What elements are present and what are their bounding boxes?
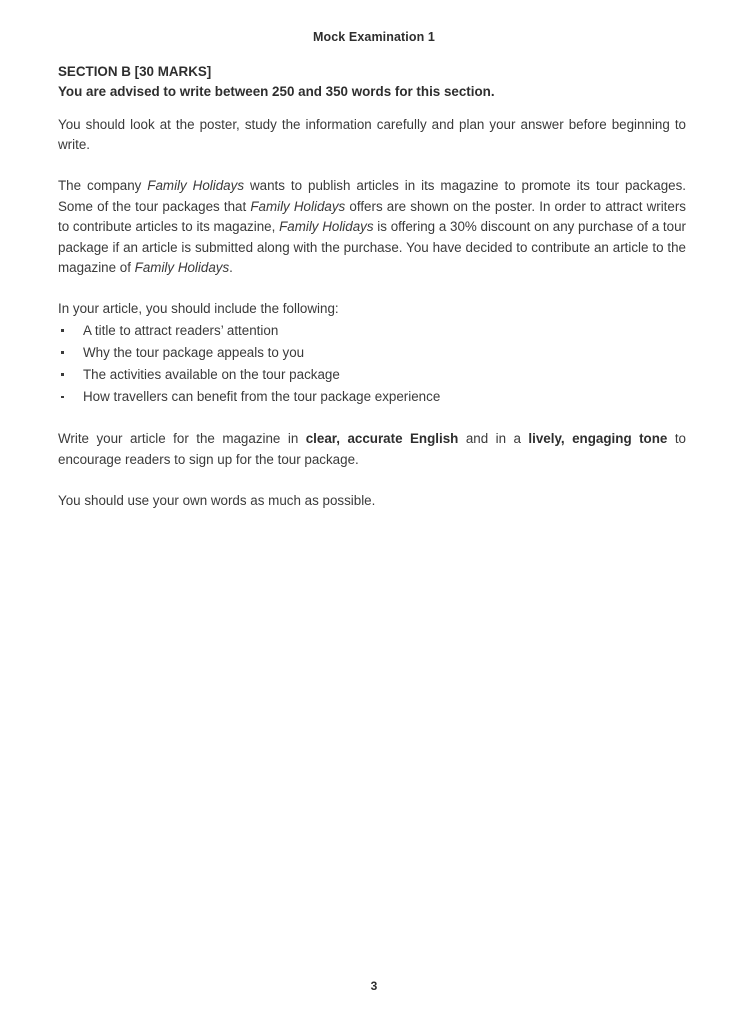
scenario-text-d: is offering a 30% discount on any purchase of a tour package if an article is submitted along with the purchase. You have decided to contribute an article to the magazine of: [58, 219, 686, 276]
list-item: [58, 364, 686, 386]
spacer: [58, 279, 686, 299]
list-item-label: The activities available on the tour package: [83, 366, 340, 382]
list-item-label: How travellers can benefit from the tour package experience: [83, 389, 441, 405]
running-header-title: Mock Examination 1: [313, 30, 435, 44]
style-note-emphasis-english: clear, accurate English: [305, 431, 459, 447]
scenario-text-a: The company: [58, 178, 148, 193]
company-name-italic: Family Holidays: [279, 219, 374, 235]
own-words-paragraph: You should use your own words as much as possible.: [58, 492, 376, 508]
section-title: SECTION B [30 MARKS]: [58, 64, 212, 79]
style-note-text-b: and in a: [458, 431, 529, 447]
list-item-label: A title to attract readers’ attention: [83, 322, 279, 338]
spacer: [58, 408, 686, 429]
list-item-label: Why the tour package appeals to you: [83, 344, 305, 360]
style-note-paragraph: [58, 429, 686, 470]
instruction-paragraph: You should look at the poster, study the information carefully and plan your answer before beginning to write.: [58, 116, 686, 153]
list-item: [58, 386, 686, 408]
spacer: [58, 471, 686, 491]
spacer: [58, 103, 686, 115]
company-name-italic: Family Holidays: [134, 260, 230, 276]
bullet-dot-icon: [61, 351, 64, 354]
bullet-dot-icon: [61, 329, 64, 332]
requirements-bullet-list: [58, 320, 686, 409]
scenario-text-b: wants to publish articles in its magazine to promote its tour packages. Some of the tour packages that: [58, 178, 687, 214]
spacer: [58, 156, 686, 176]
company-name-italic: Family Holidays: [147, 178, 245, 193]
bullet-dot-icon: [61, 373, 64, 376]
style-note-text-c: to encourage readers to sign up for the tour package.: [58, 431, 686, 467]
page-content: [58, 62, 686, 511]
bullet-dot-icon: [61, 396, 64, 399]
scenario-text-c: offers are shown on the poster. In order to attract writers to contribute articles to its magazine,: [58, 198, 687, 235]
company-name-italic: Family Holidays: [250, 198, 346, 214]
requirements-lead-in: In your article, you should include the following:: [58, 300, 339, 316]
list-item: [58, 320, 686, 342]
page-number: 3: [370, 979, 378, 993]
section-word-count-advice: You are advised to write between 250 and 350 words for this section.: [58, 84, 495, 100]
style-note-emphasis-tone: lively, engaging tone: [528, 431, 668, 447]
scenario-paragraph: [58, 176, 686, 279]
style-note-text-a: Write your article for the magazine in: [58, 431, 306, 447]
section-heading-block: [58, 62, 686, 103]
list-item: [58, 342, 686, 364]
scenario-text-e: .: [229, 260, 233, 276]
